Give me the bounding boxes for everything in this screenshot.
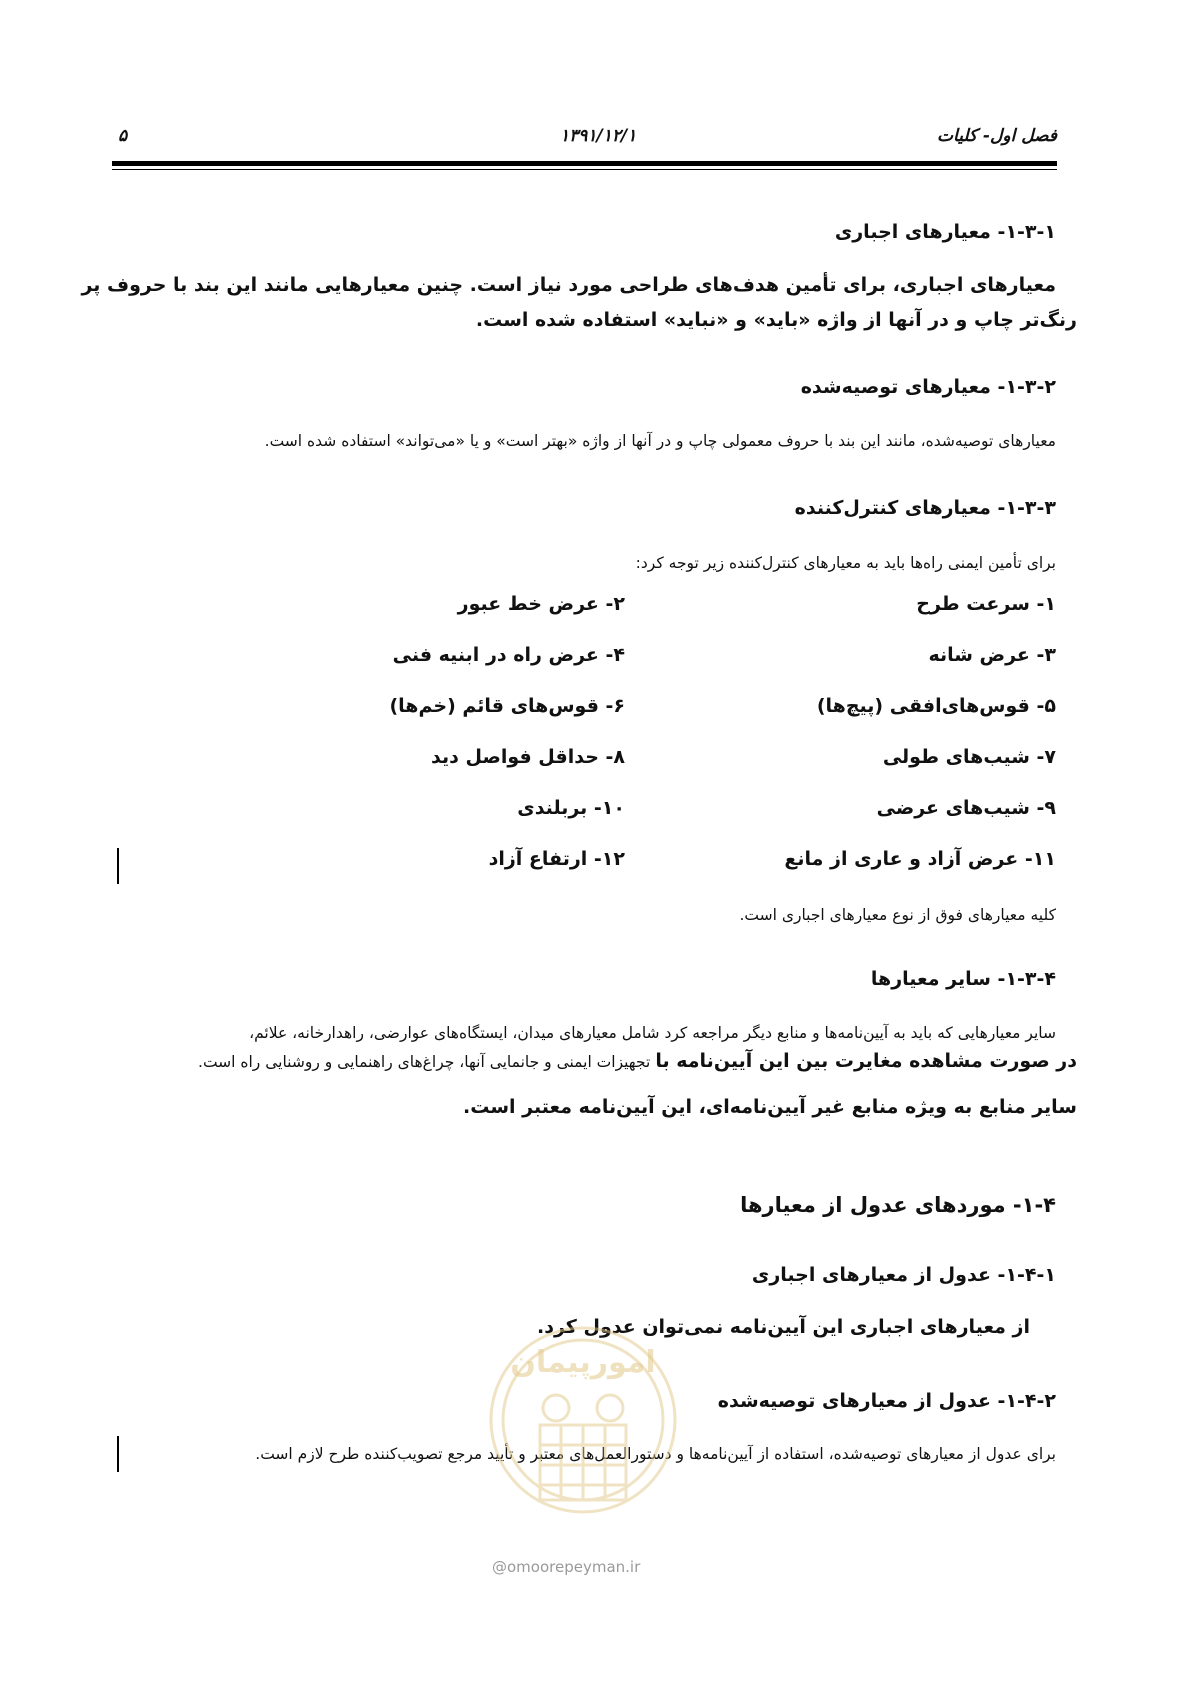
section-1-3-1-title: ۱-۳-۱- معیارهای اجباری [834,221,1056,243]
criteria-item: ۹- شیب‌های عرضی [876,797,1056,819]
criteria-item: ۷- شیب‌های طولی [882,746,1056,768]
section-1-4-1-title: ۱-۴-۱- عدول از معیارهای اجباری [751,1264,1056,1286]
criteria-item: ۱۱- عرض آزاد و عاری از مانع [784,848,1056,870]
section-1-4-2-title: ۱-۴-۲- عدول از معیارهای توصیه‌شده [717,1390,1056,1412]
section-1-3-2-line1: معیارهای توصیه‌شده، مانند این بند با حروف معمولی چاپ و در آنها از واژه «بهتر است» و یا «می‌تواند» استفاده شده است. [264,432,1056,450]
criteria-item: ۱- سرعت طرح [916,593,1056,615]
section-1-4-1-line1: از معیارهای اجباری این آیین‌نامه نمی‌توان عدول کرد. [537,1316,1030,1338]
watermark-logo [478,1310,688,1560]
criteria-item: ۶- قوس‌های قائم (خم‌ها) [389,695,625,717]
section-1-3-4-line2-bold: در صورت مشاهده مغایرت بین این آیین‌نامه با [655,1050,1077,1072]
header-date: ۱۳۹۱/۱۲/۱ [560,126,637,146]
criteria-item: ۵- قوس‌های‌افقی (پیچ‌ها) [816,695,1056,717]
section-1-3-4-line3: سایر منابع به ویژه منابع غیر آیین‌نامه‌ای، این آیین‌نامه معتبر است. [463,1096,1077,1118]
section-1-3-1-line1: معیارهای اجباری، برای تأمین هدف‌های طراحی مورد نیاز است. چنین معیارهایی مانند این بند با حروف پر [81,274,1056,296]
header-rule-thick [112,161,1057,166]
criteria-item: ۴- عرض راه در ابنیه فنی [392,644,625,666]
criteria-item: ۱۰- بربلندی [517,797,625,819]
watermark-site: @omoorepeyman.ir [492,1558,641,1576]
section-1-3-4-title: ۱-۳-۴- سایر معیارها [870,968,1056,990]
revision-bar [117,1436,119,1472]
section-1-3-3-title: ۱-۳-۳- معیارهای کنترل‌کننده [794,497,1056,519]
revision-bar [117,848,119,884]
section-1-3-3-intro: برای تأمین ایمنی راه‌ها باید به معیارهای کنترل‌کننده زیر توجه کرد: [635,554,1056,572]
criteria-item: ۲- عرض خط عبور [457,593,625,615]
section-1-3-4-line1: سایر معیارهایی که باید به آیین‌نامه‌ها و منابع دیگر مراجعه کرد شامل معیارهای میدان، ایستگاه‌های عوارضی، راهدارخانه، علائم، [249,1024,1056,1042]
section-1-3-4-line2 [198,1050,1077,1072]
section-1-3-1-line2: رنگ‌تر چاپ و در آنها از واژه «باید» و «نباید» استفاده شده است. [475,309,1077,331]
watermark-logo-text: امورپیمان [510,1345,656,1380]
section-1-3-4-line2-regular: تجهیزات ایمنی و جانمایی آنها، چراغ‌های راهنمایی و روشنایی راه است. [198,1053,651,1071]
section-1-4-2-line1: برای عدول از معیارهای توصیه‌شده، استفاده از آیین‌نامه‌ها و دستورالعمل‌های معتبر و تأیید مرجع تصویب‌کننده طرح لازم است. [255,1445,1056,1463]
criteria-item: ۳- عرض شانه [928,644,1056,666]
section-1-4-title: ۱-۴- موردهای عدول از معیارها [740,1193,1056,1217]
section-1-3-3-note: کلیه معیارهای فوق از نوع معیارهای اجباری است. [739,906,1056,924]
chapter-title: فصل اول- کلیات [937,126,1057,146]
criteria-item: ۱۲- ارتفاع آزاد [488,848,625,870]
page-number: ۵ [118,126,128,146]
header-rule-thin [112,169,1057,170]
section-1-3-2-title: ۱-۳-۲- معیارهای توصیه‌شده [800,376,1056,398]
criteria-item: ۸- حداقل فواصل دید [431,746,625,768]
